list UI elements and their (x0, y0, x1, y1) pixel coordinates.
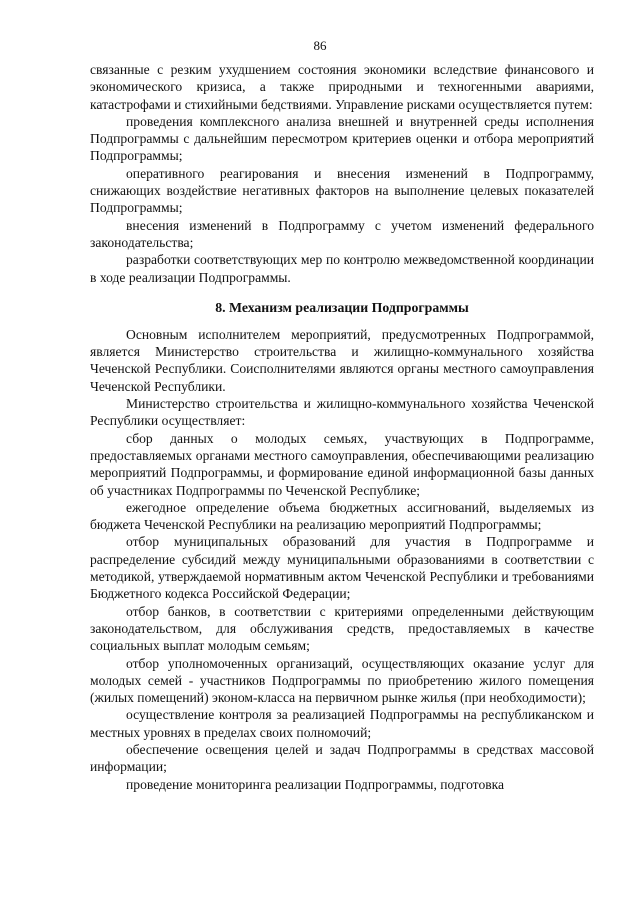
risk-item-paragraph: разработки соответствующих мер по контролю межведомственной координации в ходе реализации Подпрограммы. (90, 252, 594, 285)
risk-item-paragraph: проведения комплексного анализа внешней и внутренней среды исполнения Подпрограммы с дальнейшим пересмотром критериев оценки и отбора мероприятий Подпрограммы; (90, 113, 594, 164)
section-paragraph: сбор данных о молодых семьях, участвующих в Подпрограмме, предоставляемых органами местного самоуправления, обеспечивающими реализацию мероприятий Подпрограммы, и формирование единой информационной базы данных об участниках Подпрограммы по Чеченской Республике; (90, 430, 594, 498)
section-heading: 8. Механизм реализации Подпрограммы (215, 299, 469, 315)
section-paragraph: отбор банков, в соответствии с критериями определенными действующим законодательством, для обслуживания средств, предоставляемых в качестве социальных выплат молодым семьям; (90, 603, 594, 654)
section-paragraph: ежегодное определение объема бюджетных ассигнований, выделяемых из бюджета Чеченской Республики на реализацию мероприятий Подпрограммы; (90, 499, 594, 533)
section-paragraph: проведение мониторинга реализации Подпрограммы, подготовка (126, 776, 505, 792)
section-paragraph: отбор муниципальных образований для участия в Подпрограмме и распределение субсидий между муниципальными образованиями в соответствии с методикой, утверждаемой нормативным актом Чеченской Республики и требованиями Бюджетного кодекса Российской Федерации; (90, 534, 594, 602)
document-body (90, 61, 594, 793)
section-paragraph: осуществление контроля за реализацией Подпрограммы на республиканском и местных уровнях в пределах своих полномочий; (90, 707, 594, 740)
section-paragraph: Основным исполнителем мероприятий, предусмотренных Подпрограммой, является Министерство строительства и жилищно-коммунального хозяйства Чеченской Республики. Соисполнителями являются органы местного самоуправления Чеченской Республики. (90, 326, 594, 394)
section-paragraph: обеспечение освещения целей и задач Подпрограммы в средствах массовой информации; (90, 741, 594, 775)
page-number: 86 (313, 38, 327, 53)
risk-intro-paragraph: связанные с резким ухудшением состояния экономики вследствие финансового и экономического кризиса, а также природными и техногенными авариями, катастрофами и стихийными бедствиями. Управление рисками осуществляется путем: (90, 62, 594, 112)
section-paragraph: отбор уполномоченных организаций, осуществляющих оказание услуг для молодых семей - участников Подпрограммы по приобретению жилого помещения (жилых помещений) эконом-класса на первичном рынке жилья (при необходимости); (90, 655, 594, 706)
risk-item-paragraph: оперативного реагирования и внесения изменений в Подпрограмму, снижающих воздействие негативных факторов на выполнение целевых показателей Подпрограммы; (90, 165, 594, 216)
section-paragraph: Министерство строительства и жилищно-коммунального хозяйства Чеченской Республики осуществляет: (90, 396, 594, 429)
risk-item-paragraph: внесения изменений в Подпрограмму с учетом изменений федерального законодательства; (90, 217, 594, 250)
